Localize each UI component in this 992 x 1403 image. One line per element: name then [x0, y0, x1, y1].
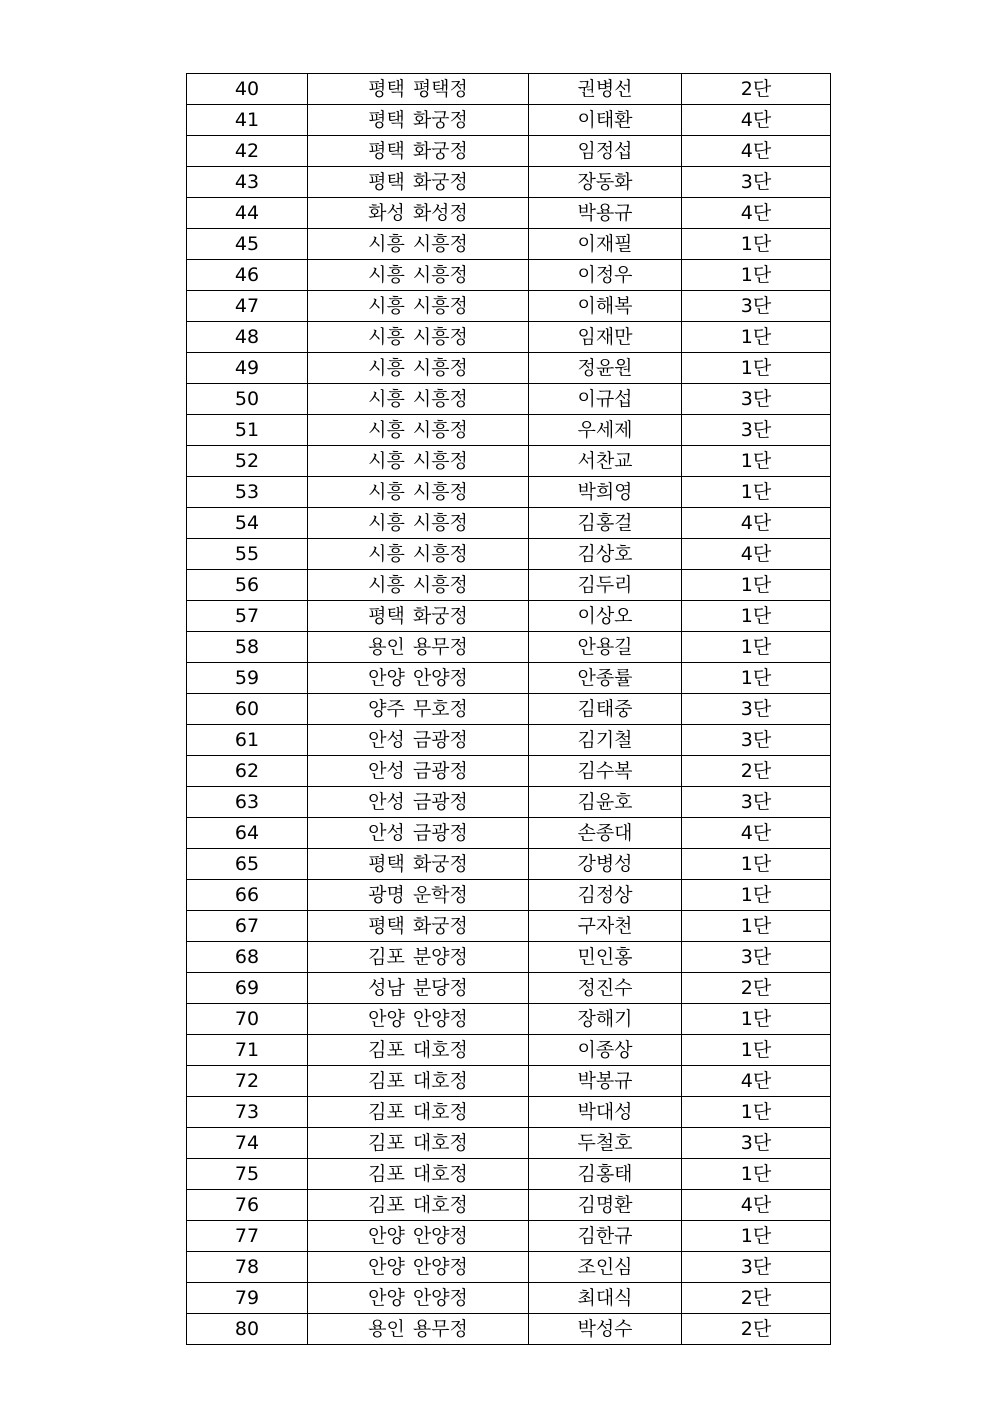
table-row — [187, 911, 831, 942]
rank-cell: 3단 — [682, 694, 831, 725]
row-number: 43 — [187, 167, 308, 198]
region-name: 시흥 — [368, 512, 405, 534]
table-row — [187, 74, 831, 105]
member-name: 임정섭 — [529, 136, 682, 167]
region-name: 시흥 — [368, 450, 405, 472]
region-name: 김포 — [368, 1163, 405, 1185]
row-number: 53 — [187, 477, 308, 508]
club-name: 대호정 — [412, 1039, 468, 1061]
member-name: 정진수 — [529, 973, 682, 1004]
club-cell — [308, 818, 529, 849]
rank-cell: 4단 — [682, 105, 831, 136]
member-name: 안용길 — [529, 632, 682, 663]
member-name: 이상오 — [529, 601, 682, 632]
member-name: 장동화 — [529, 167, 682, 198]
table-row — [187, 384, 831, 415]
row-number: 70 — [187, 1004, 308, 1035]
region-name: 안양 — [368, 1256, 405, 1278]
club-cell — [308, 415, 529, 446]
row-number: 55 — [187, 539, 308, 570]
region-name: 시흥 — [368, 388, 405, 410]
club-name: 운학정 — [412, 884, 468, 906]
club-cell — [308, 756, 529, 787]
region-name: 시흥 — [368, 481, 405, 503]
rank-cell: 1단 — [682, 260, 831, 291]
member-name: 권병선 — [529, 74, 682, 105]
region-name: 용인 — [368, 1318, 405, 1340]
rank-cell: 1단 — [682, 911, 831, 942]
club-cell — [308, 1128, 529, 1159]
region-name: 성남 — [368, 977, 405, 999]
region-name: 안성 — [368, 791, 405, 813]
row-number: 60 — [187, 694, 308, 725]
member-name: 김홍걸 — [529, 508, 682, 539]
member-name: 박대성 — [529, 1097, 682, 1128]
club-cell — [308, 74, 529, 105]
region-name: 시흥 — [368, 295, 405, 317]
club-cell — [308, 1283, 529, 1314]
club-name: 대호정 — [412, 1163, 468, 1185]
rank-cell: 3단 — [682, 1128, 831, 1159]
table-row — [187, 849, 831, 880]
member-name: 박성수 — [529, 1314, 682, 1345]
rank-cell: 4단 — [682, 136, 831, 167]
row-number: 41 — [187, 105, 308, 136]
rank-cell: 2단 — [682, 973, 831, 1004]
club-name: 평택정 — [412, 78, 468, 100]
club-name: 화궁정 — [412, 853, 468, 875]
member-name: 김두리 — [529, 570, 682, 601]
row-number: 48 — [187, 322, 308, 353]
club-cell — [308, 136, 529, 167]
table-row — [187, 136, 831, 167]
rank-cell: 3단 — [682, 787, 831, 818]
club-cell — [308, 973, 529, 1004]
club-name: 무호정 — [412, 698, 468, 720]
rank-cell: 4단 — [682, 539, 831, 570]
club-cell — [308, 229, 529, 260]
region-name: 평택 — [368, 853, 405, 875]
row-number: 40 — [187, 74, 308, 105]
member-name: 이재필 — [529, 229, 682, 260]
member-name: 김기철 — [529, 725, 682, 756]
club-cell — [308, 725, 529, 756]
row-number: 71 — [187, 1035, 308, 1066]
rank-cell: 4단 — [682, 508, 831, 539]
member-name: 이태환 — [529, 105, 682, 136]
club-name: 시흥정 — [412, 450, 468, 472]
club-cell — [308, 1252, 529, 1283]
club-cell — [308, 198, 529, 229]
row-number: 57 — [187, 601, 308, 632]
club-cell — [308, 911, 529, 942]
member-name: 장해기 — [529, 1004, 682, 1035]
club-name: 안양정 — [412, 667, 468, 689]
rank-cell: 4단 — [682, 1066, 831, 1097]
table-row — [187, 415, 831, 446]
table-row — [187, 446, 831, 477]
row-number: 63 — [187, 787, 308, 818]
member-name: 민인홍 — [529, 942, 682, 973]
table-row — [187, 322, 831, 353]
club-cell — [308, 942, 529, 973]
club-name: 화성정 — [412, 202, 468, 224]
club-name: 시흥정 — [412, 357, 468, 379]
club-name: 시흥정 — [412, 388, 468, 410]
member-name: 김한규 — [529, 1221, 682, 1252]
region-name: 안성 — [368, 822, 405, 844]
club-cell — [308, 880, 529, 911]
club-cell — [308, 477, 529, 508]
club-cell — [308, 601, 529, 632]
table-row — [187, 291, 831, 322]
row-number: 47 — [187, 291, 308, 322]
club-name: 안양정 — [412, 1008, 468, 1030]
club-cell — [308, 694, 529, 725]
club-cell — [308, 539, 529, 570]
region-name: 양주 — [368, 698, 405, 720]
row-number: 65 — [187, 849, 308, 880]
club-name: 시흥정 — [412, 233, 468, 255]
club-name: 용무정 — [412, 1318, 468, 1340]
rank-cell: 2단 — [682, 756, 831, 787]
club-cell — [308, 787, 529, 818]
member-name: 박용규 — [529, 198, 682, 229]
rank-cell: 1단 — [682, 1159, 831, 1190]
table-row — [187, 973, 831, 1004]
member-name: 이규섭 — [529, 384, 682, 415]
row-number: 79 — [187, 1283, 308, 1314]
member-name: 이종상 — [529, 1035, 682, 1066]
table-row — [187, 1128, 831, 1159]
club-name: 대호정 — [412, 1132, 468, 1154]
row-number: 49 — [187, 353, 308, 384]
row-number: 46 — [187, 260, 308, 291]
club-name: 대호정 — [412, 1070, 468, 1092]
member-name: 조인심 — [529, 1252, 682, 1283]
rank-cell: 1단 — [682, 849, 831, 880]
table-row — [187, 725, 831, 756]
member-name: 김홍태 — [529, 1159, 682, 1190]
club-cell — [308, 1314, 529, 1345]
table-row — [187, 1221, 831, 1252]
rank-cell: 4단 — [682, 198, 831, 229]
club-name: 시흥정 — [412, 419, 468, 441]
member-name: 박희영 — [529, 477, 682, 508]
club-cell — [308, 570, 529, 601]
club-cell — [308, 849, 529, 880]
row-number: 67 — [187, 911, 308, 942]
club-cell — [308, 105, 529, 136]
rank-cell: 3단 — [682, 725, 831, 756]
table-row — [187, 353, 831, 384]
club-name: 안양정 — [412, 1225, 468, 1247]
row-number: 61 — [187, 725, 308, 756]
region-name: 평택 — [368, 140, 405, 162]
club-name: 시흥정 — [412, 481, 468, 503]
club-name: 시흥정 — [412, 543, 468, 565]
roster-body — [187, 74, 831, 1345]
member-name: 서찬교 — [529, 446, 682, 477]
table-row — [187, 756, 831, 787]
rank-cell: 3단 — [682, 291, 831, 322]
row-number: 72 — [187, 1066, 308, 1097]
club-name: 시흥정 — [412, 264, 468, 286]
row-number: 51 — [187, 415, 308, 446]
club-name: 시흥정 — [412, 574, 468, 596]
rank-cell: 1단 — [682, 570, 831, 601]
region-name: 김포 — [368, 1132, 405, 1154]
row-number: 52 — [187, 446, 308, 477]
club-cell — [308, 322, 529, 353]
club-name: 시흥정 — [412, 512, 468, 534]
rank-cell: 2단 — [682, 74, 831, 105]
row-number: 68 — [187, 942, 308, 973]
roster-table — [186, 73, 831, 1345]
club-name: 분당정 — [412, 977, 468, 999]
table-row — [187, 105, 831, 136]
member-name: 우세제 — [529, 415, 682, 446]
rank-cell: 1단 — [682, 322, 831, 353]
region-name: 광명 — [368, 884, 405, 906]
region-name: 안양 — [368, 1008, 405, 1030]
rank-cell: 1단 — [682, 632, 831, 663]
table-row — [187, 260, 831, 291]
member-name: 이해복 — [529, 291, 682, 322]
club-cell — [308, 1004, 529, 1035]
member-name: 안종률 — [529, 663, 682, 694]
club-cell — [308, 1190, 529, 1221]
club-name: 대호정 — [412, 1101, 468, 1123]
rank-cell: 3단 — [682, 384, 831, 415]
table-row — [187, 818, 831, 849]
club-name: 화궁정 — [412, 109, 468, 131]
table-row — [187, 198, 831, 229]
rank-cell: 4단 — [682, 1190, 831, 1221]
table-row — [187, 880, 831, 911]
row-number: 69 — [187, 973, 308, 1004]
rank-cell: 2단 — [682, 1314, 831, 1345]
club-name: 금광정 — [412, 729, 468, 751]
rank-cell: 1단 — [682, 446, 831, 477]
club-cell — [308, 384, 529, 415]
region-name: 김포 — [368, 1070, 405, 1092]
table-row — [187, 694, 831, 725]
region-name: 안성 — [368, 729, 405, 751]
region-name: 평택 — [368, 605, 405, 627]
row-number: 76 — [187, 1190, 308, 1221]
club-name: 화궁정 — [412, 915, 468, 937]
club-cell — [308, 260, 529, 291]
region-name: 시흥 — [368, 233, 405, 255]
member-name: 강병성 — [529, 849, 682, 880]
rank-cell: 1단 — [682, 1035, 831, 1066]
club-name: 금광정 — [412, 760, 468, 782]
club-cell — [308, 1035, 529, 1066]
club-name: 안양정 — [412, 1256, 468, 1278]
rank-cell: 2단 — [682, 1283, 831, 1314]
region-name: 용인 — [368, 636, 405, 658]
row-number: 45 — [187, 229, 308, 260]
member-name: 김윤호 — [529, 787, 682, 818]
club-name: 안양정 — [412, 1287, 468, 1309]
region-name: 김포 — [368, 1101, 405, 1123]
row-number: 80 — [187, 1314, 308, 1345]
region-name: 안양 — [368, 1225, 405, 1247]
club-name: 시흥정 — [412, 295, 468, 317]
region-name: 평택 — [368, 109, 405, 131]
club-cell — [308, 291, 529, 322]
region-name: 안양 — [368, 1287, 405, 1309]
rank-cell: 1단 — [682, 1004, 831, 1035]
region-name: 화성 — [368, 202, 405, 224]
region-name: 안양 — [368, 667, 405, 689]
table-row — [187, 1097, 831, 1128]
rank-cell: 1단 — [682, 477, 831, 508]
region-name: 안성 — [368, 760, 405, 782]
club-name: 금광정 — [412, 822, 468, 844]
rank-cell: 4단 — [682, 818, 831, 849]
member-name: 김수복 — [529, 756, 682, 787]
club-name: 화궁정 — [412, 605, 468, 627]
region-name: 시흥 — [368, 419, 405, 441]
table-row — [187, 1283, 831, 1314]
row-number: 44 — [187, 198, 308, 229]
table-row — [187, 539, 831, 570]
member-name: 임재만 — [529, 322, 682, 353]
club-name: 분양정 — [412, 946, 468, 968]
row-number: 64 — [187, 818, 308, 849]
row-number: 66 — [187, 880, 308, 911]
region-name: 김포 — [368, 946, 405, 968]
rank-cell: 1단 — [682, 1221, 831, 1252]
row-number: 78 — [187, 1252, 308, 1283]
table-row — [187, 508, 831, 539]
table-row — [187, 1314, 831, 1345]
region-name: 시흥 — [368, 574, 405, 596]
region-name: 시흥 — [368, 543, 405, 565]
row-number: 54 — [187, 508, 308, 539]
row-number: 73 — [187, 1097, 308, 1128]
region-name: 시흥 — [368, 264, 405, 286]
table-row — [187, 570, 831, 601]
table-row — [187, 229, 831, 260]
rank-cell: 1단 — [682, 229, 831, 260]
row-number: 50 — [187, 384, 308, 415]
rank-cell: 1단 — [682, 880, 831, 911]
row-number: 74 — [187, 1128, 308, 1159]
member-name: 최대식 — [529, 1283, 682, 1314]
club-cell — [308, 446, 529, 477]
member-name: 정윤원 — [529, 353, 682, 384]
row-number: 62 — [187, 756, 308, 787]
table-row — [187, 787, 831, 818]
region-name: 시흥 — [368, 326, 405, 348]
region-name: 평택 — [368, 915, 405, 937]
club-cell — [308, 353, 529, 384]
member-name: 두철호 — [529, 1128, 682, 1159]
table-row — [187, 663, 831, 694]
club-cell — [308, 663, 529, 694]
row-number: 56 — [187, 570, 308, 601]
rank-cell: 3단 — [682, 1252, 831, 1283]
club-cell — [308, 508, 529, 539]
row-number: 42 — [187, 136, 308, 167]
club-name: 금광정 — [412, 791, 468, 813]
rank-cell: 1단 — [682, 1097, 831, 1128]
club-cell — [308, 1221, 529, 1252]
row-number: 77 — [187, 1221, 308, 1252]
region-name: 김포 — [368, 1039, 405, 1061]
club-name: 시흥정 — [412, 326, 468, 348]
club-cell — [308, 167, 529, 198]
table-row — [187, 1252, 831, 1283]
rank-cell: 3단 — [682, 415, 831, 446]
region-name: 평택 — [368, 78, 405, 100]
club-cell — [308, 1159, 529, 1190]
table-row — [187, 942, 831, 973]
club-name: 용무정 — [412, 636, 468, 658]
rank-cell: 1단 — [682, 353, 831, 384]
rank-cell: 1단 — [682, 601, 831, 632]
club-cell — [308, 632, 529, 663]
table-row — [187, 632, 831, 663]
region-name: 김포 — [368, 1194, 405, 1216]
table-row — [187, 167, 831, 198]
rank-cell: 3단 — [682, 942, 831, 973]
club-name: 화궁정 — [412, 140, 468, 162]
club-name: 화궁정 — [412, 171, 468, 193]
table-row — [187, 1004, 831, 1035]
row-number: 58 — [187, 632, 308, 663]
table-row — [187, 477, 831, 508]
table-row — [187, 601, 831, 632]
row-number: 75 — [187, 1159, 308, 1190]
member-name: 박봉규 — [529, 1066, 682, 1097]
row-number: 59 — [187, 663, 308, 694]
table-row — [187, 1159, 831, 1190]
club-name: 대호정 — [412, 1194, 468, 1216]
table-row — [187, 1066, 831, 1097]
region-name: 시흥 — [368, 357, 405, 379]
member-name: 김명환 — [529, 1190, 682, 1221]
table-row — [187, 1035, 831, 1066]
rank-cell: 1단 — [682, 663, 831, 694]
member-name: 구자천 — [529, 911, 682, 942]
rank-cell: 3단 — [682, 167, 831, 198]
region-name: 평택 — [368, 171, 405, 193]
club-cell — [308, 1066, 529, 1097]
member-name: 김태중 — [529, 694, 682, 725]
club-cell — [308, 1097, 529, 1128]
member-name: 김정상 — [529, 880, 682, 911]
member-name: 손종대 — [529, 818, 682, 849]
member-name: 김상호 — [529, 539, 682, 570]
member-name: 이정우 — [529, 260, 682, 291]
table-row — [187, 1190, 831, 1221]
